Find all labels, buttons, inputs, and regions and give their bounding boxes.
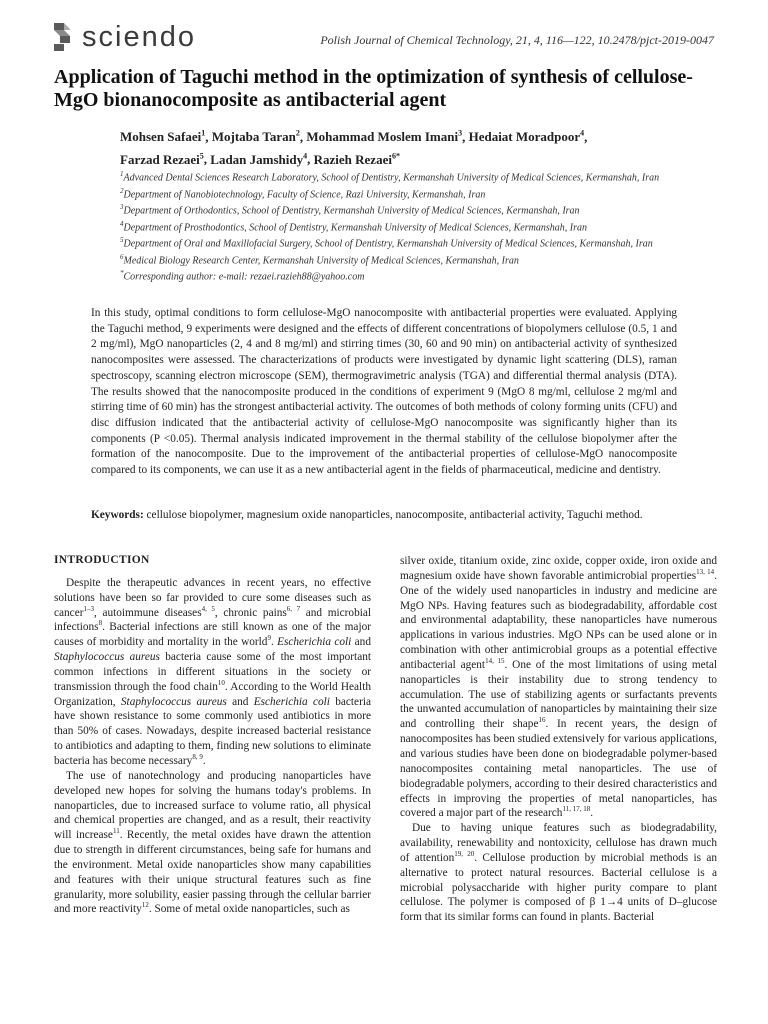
author: Mohammad Moslem Imani$^3$	[306, 129, 463, 145]
publisher-logo	[50, 20, 196, 54]
keywords-label: Keywords:	[91, 509, 144, 521]
section-heading: INTRODUCTION	[54, 554, 150, 566]
paragraph: Due to having unique features such as biodegradability, availability, renewability and nontoxicity, cellulose has drawn much of attention$^{19, 20}$. Cellulose production by microbial methods is an alternative to protect natural resources. Bacterial cellulose is a microbial polysaccharide with higher purity compare to plant cellulose. The polymer is composed of β 1→4 units of D–glucose form that its similar forms can found in plants. Bacterial	[400, 822, 718, 924]
left-column	[54, 553, 371, 917]
article-title: Application of Taguchi method in the optimization of synthesis of cellulose-MgO bionanocomposite as antibacterial agent	[54, 66, 693, 111]
affiliation-list	[120, 168, 720, 284]
right-column	[400, 554, 717, 925]
paragraph: silver oxide, titanium oxide, zinc oxide, copper oxide, iron oxide and magnesium oxide have shown favorable antimicrobial properties$^{13, 14}$. One of the widely used nanoparticles in industry and medicine are MgO NPs. Having features such as biodegradability, affordable cost and environmental adaptability, these nanoparticles have numerous applications in various industries. MgO NPs can be used alone or in combination with other antimicrobial groups as a potential effective antibacterial agent$^{14, 15}$. One of the most limitations of using metal nanoparticles is their instability due to strong tendency to accumulation. The use of stabilizing agents or surfactants prevents the unwanted accumulation of nanoparticles by maintaining their size and controlling their shape$^{16}$. In recent years, the design of nanocomposites has been studied extensively for various applications, and various studies have been done on biodegradable polymer-based nanocomposites containing metal nanoparticles. The use of biodegradable polymers, according to their desired characteristics and effects in improving the properties of metal nanoparticles, has covered a major part of the research$^{11, 17, 18}$.	[400, 555, 718, 820]
paragraph: Despite the therapeutic advances in recent years, no effective solutions have been so far provided to cure some diseases such as cancer$^{1-3}$, autoimmune diseases$^{4, 5}$, chronic pains$^{6, 7}$ and microbial infections$^8$. Bacterial infections are still known as one of the major causes of morbidity and mortality in the world$^9$. Escherichia coli and Staphylococcus aureus bacteria cause some of the most important common infections in different situations in the society or transmission through the food chain$^{10}$. According to the World Health Organization, Staphylococcus aureus and Escherichia coli bacteria have shown resistance to some commonly used antibiotics in more than 50% of cases. Nowadays, despite increased bacterial resistance to antibiotics and adapting to them, finding new solutions to eliminate bacteria has become necessary$^{8, 9}$.	[54, 576, 372, 767]
affiliation: $^2$Department of Nanobiotechnology, Faculty of Science, Razi University, Kermanshah, Iran	[120, 186, 486, 200]
author: Mojtaba Taran$^2$	[211, 129, 300, 145]
author: Hedaiat Moradpoor$^4$	[468, 129, 585, 145]
author: Ladan Jamshidy$^4$	[210, 151, 308, 167]
author: Mohsen Safaei$^1$	[120, 129, 206, 145]
corresponding-author: *Corresponding author: e-mail: rezaei.razieh88@yahoo.com	[120, 269, 365, 283]
journal-citation: Polish Journal of Chemical Technology, 21, 4, 116—122, 10.2478/pjct-2019-0047	[320, 33, 714, 47]
affiliation: $^1$Advanced Dental Sciences Research Laboratory, School of Dentistry, Kermanshah University of Medical Sciences, Kermanshah, Iran	[120, 170, 660, 184]
author-list: Mohsen Safaei$^1$, Mojtaba Taran$^2$, Mohammad Moslem Imani$^3$, Hedaiat Moradpoor$^4$, Farzad Rezaei$^5$, Ladan Jamshidy$^4$, Razieh Rezaei$^{6*}$	[120, 129, 588, 167]
author: Farzad Rezaei$^5$	[120, 151, 204, 167]
abstract: In this study, optimal conditions to form cellulose-MgO nanocomposite with antibacterial properties were evaluated. Applying the Taguchi method, 9 experiments were designed and the effects of different concentrations of biopolymers cellulose (0.5, 1 and 2 mg/ml), MgO nanoparticles (2, 4 and 8 mg/ml) and stirring times (30, 60 and 90 min) on antibacterial activity of synthesized nanocomposites were assessed. The characterizations of products were investigated by dynamic light scattering (DLS), raman spectroscopy, scanning electron microscope (SEM), thermogravimetric analysis (TGA) and differential thermal analysis (DTA). The results showed that the nanocomposite produced in the conditions of experiment 9 (MgO 8 mg/ml, cellulose 2 mg/ml and stirring time of 60 min) has the strongest antibacterial activity. The outcomes of both methods of colony forming units (CFU) and disc diffusion indicated that the antibacterial activity of cellulose-MgO nanocomposite was significantly higher than its components (P <0.05). Thermal analysis indicated improvement in the thermal stability of the cellulose biopolymer after the formation of the nanocomposite. Due to the improvement of the antibacterial properties of cellulose-MgO nanocomposite compared to its components, we can use it as a new antibacterial agent in the fields of pharmaceutical, medicine and dentistry.	[91, 307, 677, 477]
affiliation: $^4$Department of Prosthodontics, School of Dentistry, Kermanshah University of Medical Sciences, Kermanshah, Iran	[120, 219, 587, 233]
paragraph: The use of nanotechnology and producing nanoparticles have developed new hopes for solving the humans today's problems. In nanoparticles, due to increased surface to volume ratio, all physical and chemical properties are changed, and as a result, their reactivity will increase$^{11}$. Recently, the metal oxides have drawn the attention due to strength in different circumstances, being safe for humans and the environment. Metal oxide nanoparticles show many capabilities and features with their unique structural features such as fine granularity, more solubility, easier passing through the cellular barrier and more reactivity$^{12}$. Some of metal oxide nanoparticles, such as	[54, 769, 371, 916]
logo-wordmark: sciendo	[82, 21, 196, 53]
keywords-text: cellulose biopolymer, magnesium oxide nanoparticles, nanocomposite, antibacterial activity, Taguchi method.	[146, 509, 643, 521]
affiliation: $^5$Department of Oral and Maxillofacial Surgery, School of Dentistry, Kermanshah University of Medical Sciences, Kermanshah, Iran	[120, 236, 653, 250]
author: Razieh Rezaei$^{6*}$	[313, 151, 400, 167]
page-header	[0, 0, 768, 70]
sciendo-logo-icon	[50, 21, 74, 53]
affiliation: $^3$Department of Orthodontics, School of Dentistry, Kermanshah University of Medical Sciences, Kermanshah, Iran	[120, 203, 580, 217]
keywords	[91, 508, 677, 524]
affiliation: $^6$Medical Biology Research Center, Kermanshah University of Medical Sciences, Kermanshah, Iran	[120, 252, 519, 266]
